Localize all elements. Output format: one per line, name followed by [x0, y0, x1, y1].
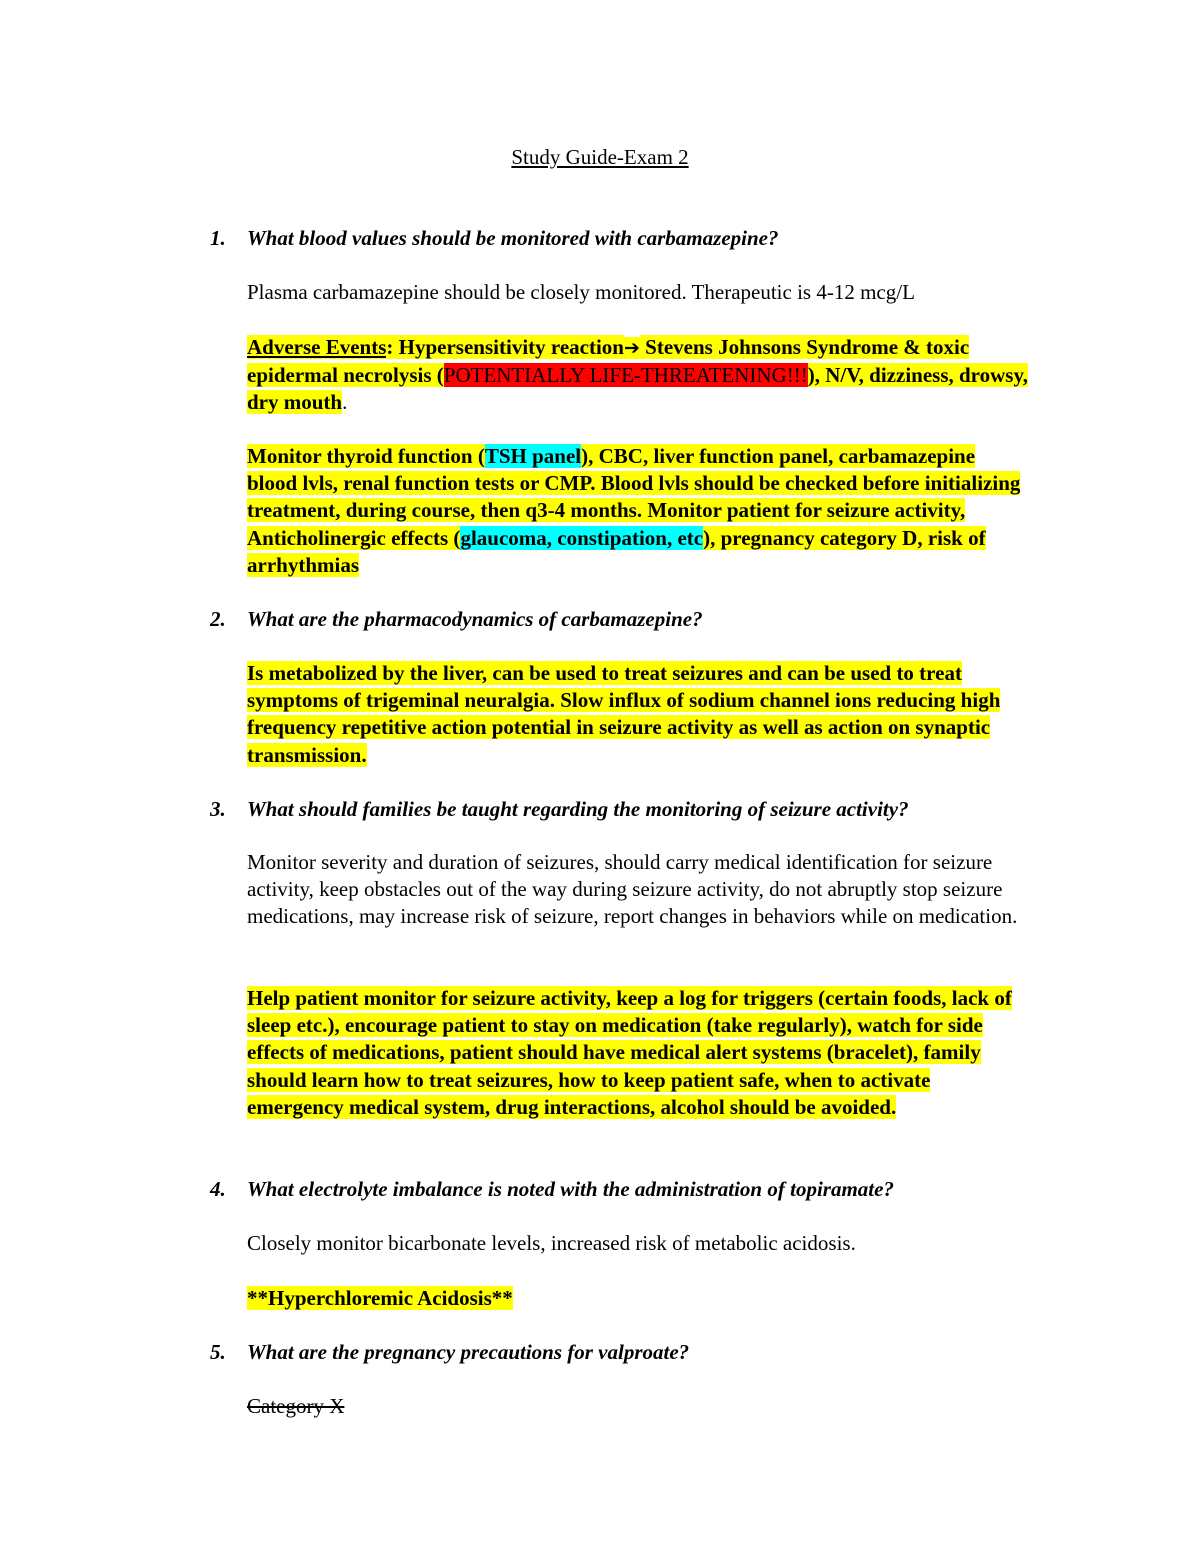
life-threatening-warning: POTENTIALLY LIFE-THREATENING!!!	[443, 363, 808, 388]
tsh-panel-highlight: TSH panel	[484, 444, 582, 468]
question-text: What are the pregnancy precautions for valproate?	[247, 1340, 690, 1364]
answer-2: Is metabolized by the liver, can be used to treat seizures and can be used to treat symptoms of trigeminal neuralgia. Slow influx of sodium channel ions reducing high frequency repetitive action potential in seizure activity as well as action on synaptic transmission.	[247, 661, 1001, 767]
answer-4-paragraph-2: **Hyperchloremic Acidosis**	[247, 1286, 513, 1310]
question-text: What electrolyte imbalance is noted with the administration of topiramate?	[247, 1177, 894, 1201]
adverse-events-label: Adverse Events	[247, 335, 387, 359]
arrow-right-icon: ➔	[624, 337, 640, 359]
question-text: What blood values should be monitored with carbamazepine?	[247, 226, 779, 250]
question-number: 3.	[210, 797, 226, 821]
answer-3-paragraph-1: Monitor severity and duration of seizures, should carry medical identification for seizure activity, keep obstacles out of the way during seizure activity, do not abruptly stop seizure medications, may increase risk of seizure, report changes in behaviors while on medication.	[247, 850, 1018, 929]
answer-1-monitoring: Monitor thyroid function (TSH panel), CBC, liver function panel, carbamazepine blood lvls, renal function tests or CMP. Blood lvls should be checked before initializing treatment, during course, then q3-4 months. Monitor patient for seizure activity, Anticholinergic effects (glaucoma, constipation, etc), pregnancy category D, risk of arrhythmias	[247, 444, 1021, 577]
answer-1-adverse-events: Adverse Events: Hypersensitivity reaction➔ Stevens Johnsons Syndrome & toxic epidermal necrolysis (POTENTIALLY LIFE-THREATENING!!!), N/V, dizziness, drowsy, dry mouth.	[247, 335, 1029, 415]
answer-5-paragraph-1: Category X	[247, 1394, 345, 1418]
answer-1-paragraph-1: Plasma carbamazepine should be closely monitored. Therapeutic is 4-12 mcg/L	[247, 280, 915, 304]
question-number: 1.	[210, 226, 226, 250]
answer-4-paragraph-1: Closely monitor bicarbonate levels, increased risk of metabolic acidosis.	[247, 1231, 856, 1255]
question-text: What are the pharmacodynamics of carbamazepine?	[247, 607, 703, 631]
question-number: 4.	[210, 1177, 226, 1201]
question-number: 2.	[210, 607, 226, 631]
page-title: Study Guide-Exam 2	[511, 145, 689, 169]
answer-3-paragraph-2: Help patient monitor for seizure activity, keep a log for triggers (certain foods, lack of sleep etc.), encourage patient to stay on medication (take regularly), watch for side effects of medications, patient should have medical alert systems (bracelet), family should learn how to treat seizures, how to keep patient safe, when to activate emergency medical system, drug interactions, alcohol should be avoided.	[247, 986, 1012, 1119]
question-text: What should families be taught regarding the monitoring of seizure activity?	[247, 797, 909, 821]
anticholinergic-examples-highlight: glaucoma, constipation, etc	[460, 525, 704, 550]
question-number: 5.	[210, 1340, 226, 1364]
